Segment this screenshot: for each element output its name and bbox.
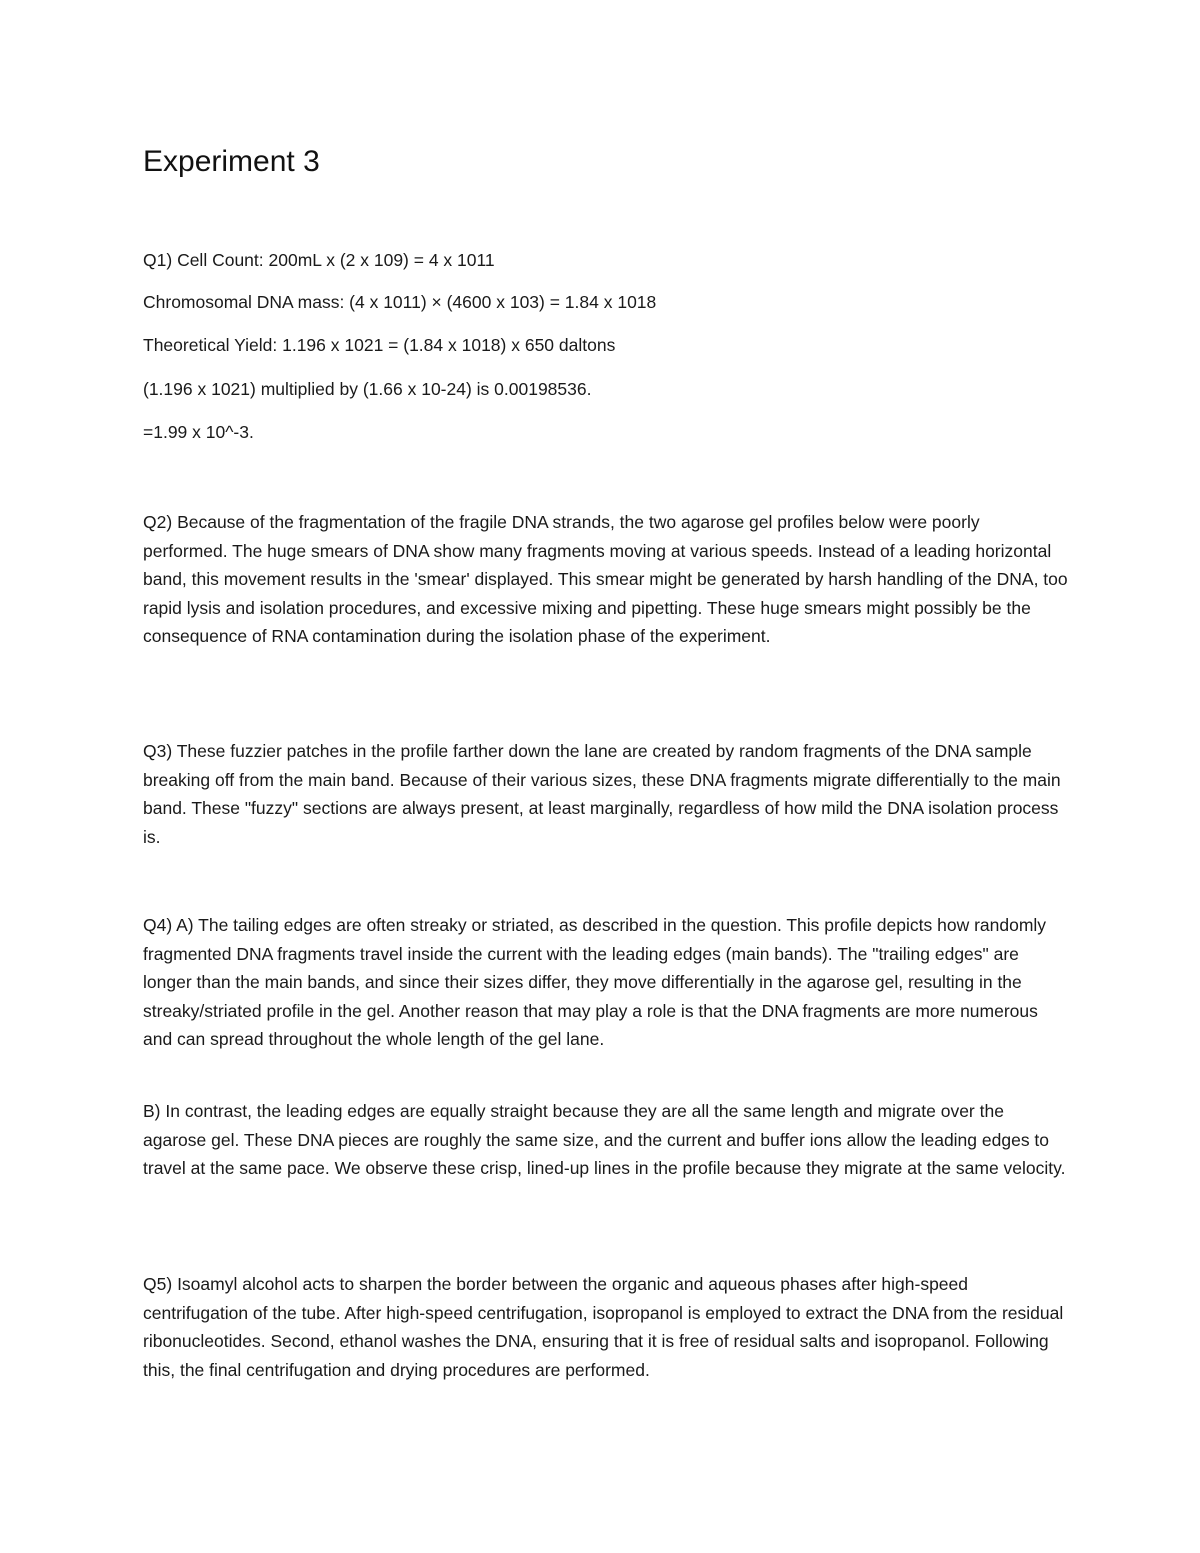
- q2-paragraph: [143, 508, 1068, 651]
- q1-dna-mass: Chromosomal DNA mass: (4 x 1011) × (4600 x 103) = 1.84 x 1018: [143, 292, 657, 312]
- q1-line-cell-count: Cell Count: 200mL x (2 x 109) = 4 x 1011: [177, 250, 495, 270]
- q5-text: Isoamyl alcohol acts to sharpen the border between the organic and aqueous phases after high-speed centrifugation of the tube. After high-speed centrifugation, isopropanol is employed to extract the DNA from the residual ribonucleotides. Second, ethanol washes the DNA, ensuring that it is free of residual salts and isopropanol. Following this, the final centrifugation and drying procedures are performed.: [143, 1274, 1064, 1380]
- q4-b-label: B): [143, 1101, 161, 1121]
- q4-part-b-paragraph: [143, 1097, 1068, 1183]
- q1-theoretical-yield: Theoretical Yield: 1.196 x 1021 = (1.84 x 1018) x 650 daltons: [143, 335, 616, 355]
- document-title: Experiment 3: [143, 145, 320, 178]
- q5-paragraph: [143, 1270, 1068, 1384]
- q3-text: These fuzzier patches in the profile farther down the lane are created by random fragments of the DNA sample breaking off from the main band. Because of their various sizes, these DNA fragments migrate differentially to the main band. These "fuzzy" sections are always present, at least marginally, regardless of how mild the DNA isolation process is.: [143, 741, 1061, 847]
- q1-cell-count: [143, 248, 495, 272]
- q4-part-a-paragraph: [143, 911, 1068, 1054]
- q5-label: Q5): [143, 1274, 173, 1294]
- q1-multiplication: (1.196 x 1021) multiplied by (1.66 x 10-24) is 0.00198536.: [143, 379, 592, 399]
- q2-text: Because of the fragmentation of the fragile DNA strands, the two agarose gel profiles below were poorly performed. The huge smears of DNA show many fragments moving at various speeds. Instead of a leading horizontal band, this movement results in the 'smear' displayed. This smear might be generated by harsh handling of the DNA, too rapid lysis and isolation procedures, and excessive mixing and pipetting. These huge smears might possibly be the consequence of RNA contamination during the isolation phase of the experiment.: [143, 512, 1068, 647]
- q4-a-label: A): [176, 915, 194, 935]
- q4-label: Q4): [143, 915, 173, 935]
- q3-label: Q3): [143, 741, 173, 761]
- q1-result: =1.99 x 10^-3.: [143, 422, 254, 442]
- q4-b-text: In contrast, the leading edges are equally straight because they are all the same length and migrate over the agarose gel. These DNA pieces are roughly the same size, and the current and buffer ions allow the leading edges to travel at the same pace. We observe these crisp, lined-up lines in the profile because they migrate at the same velocity.: [143, 1101, 1066, 1179]
- q3-paragraph: [143, 737, 1068, 851]
- q2-label: Q2): [143, 512, 173, 532]
- q1-label: Q1): [143, 250, 173, 270]
- q4-a-text: The tailing edges are often streaky or striated, as described in the question. This profile depicts how randomly fragmented DNA fragments travel inside the current with the leading edges (main bands). The "trailing edges" are longer than the main bands, and since their sizes differ, they move differentially in the agarose gel, resulting in the streaky/striated profile in the gel. Another reason that may play a role is that the DNA fragments are more numerous and can spread throughout the whole length of the gel lane.: [143, 915, 1047, 1050]
